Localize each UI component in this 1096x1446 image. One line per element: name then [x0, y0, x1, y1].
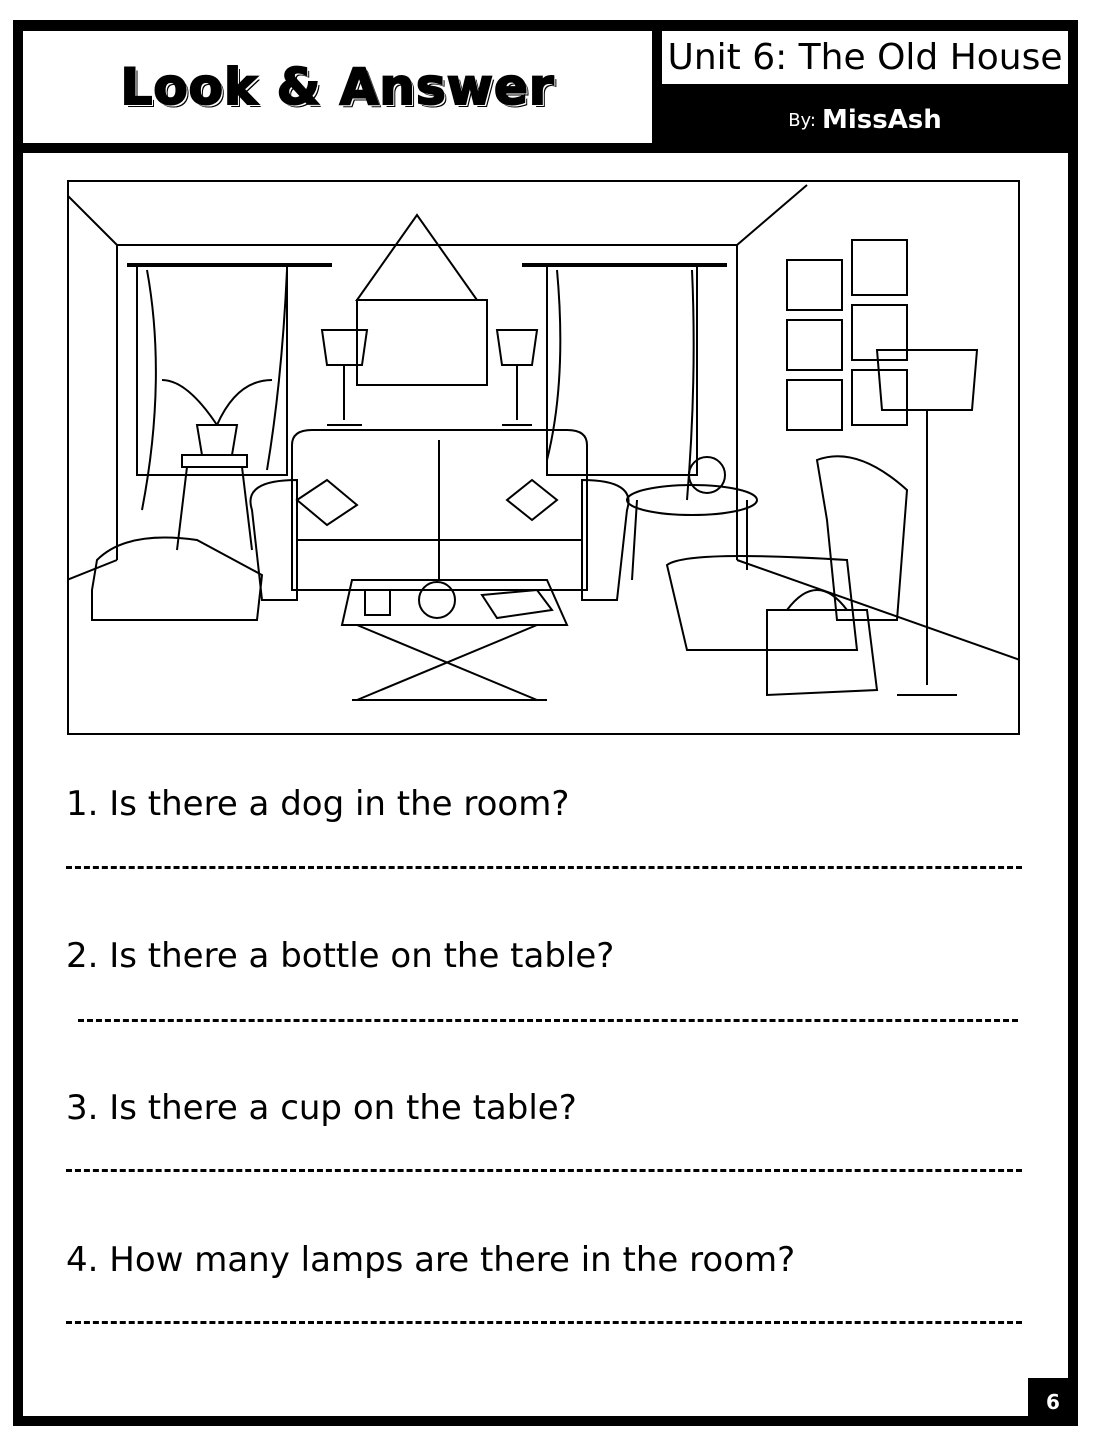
unit-title: Unit 6: The Old House: [662, 31, 1068, 84]
answer-line-4[interactable]: [66, 1321, 1022, 1324]
living-room-illustration: [67, 180, 1020, 735]
answer-line-3[interactable]: [66, 1169, 1022, 1172]
heading-box: [23, 31, 652, 143]
question-4: 4. How many lamps are there in the room?: [66, 1240, 796, 1280]
author-credit: [662, 100, 1068, 140]
question-1: 1. Is there a dog in the room?: [66, 784, 570, 824]
worksheet-heading: Look & Answer: [120, 58, 555, 116]
author-name: MissAsh: [821, 105, 942, 135]
answer-line-1[interactable]: [66, 866, 1022, 869]
answer-line-2[interactable]: [78, 1019, 1018, 1022]
page-number: 6: [1028, 1378, 1078, 1426]
question-2: 2. Is there a bottle on the table?: [66, 936, 615, 976]
question-3: 3. Is there a cup on the table?: [66, 1088, 577, 1128]
by-label: By:: [788, 109, 816, 131]
